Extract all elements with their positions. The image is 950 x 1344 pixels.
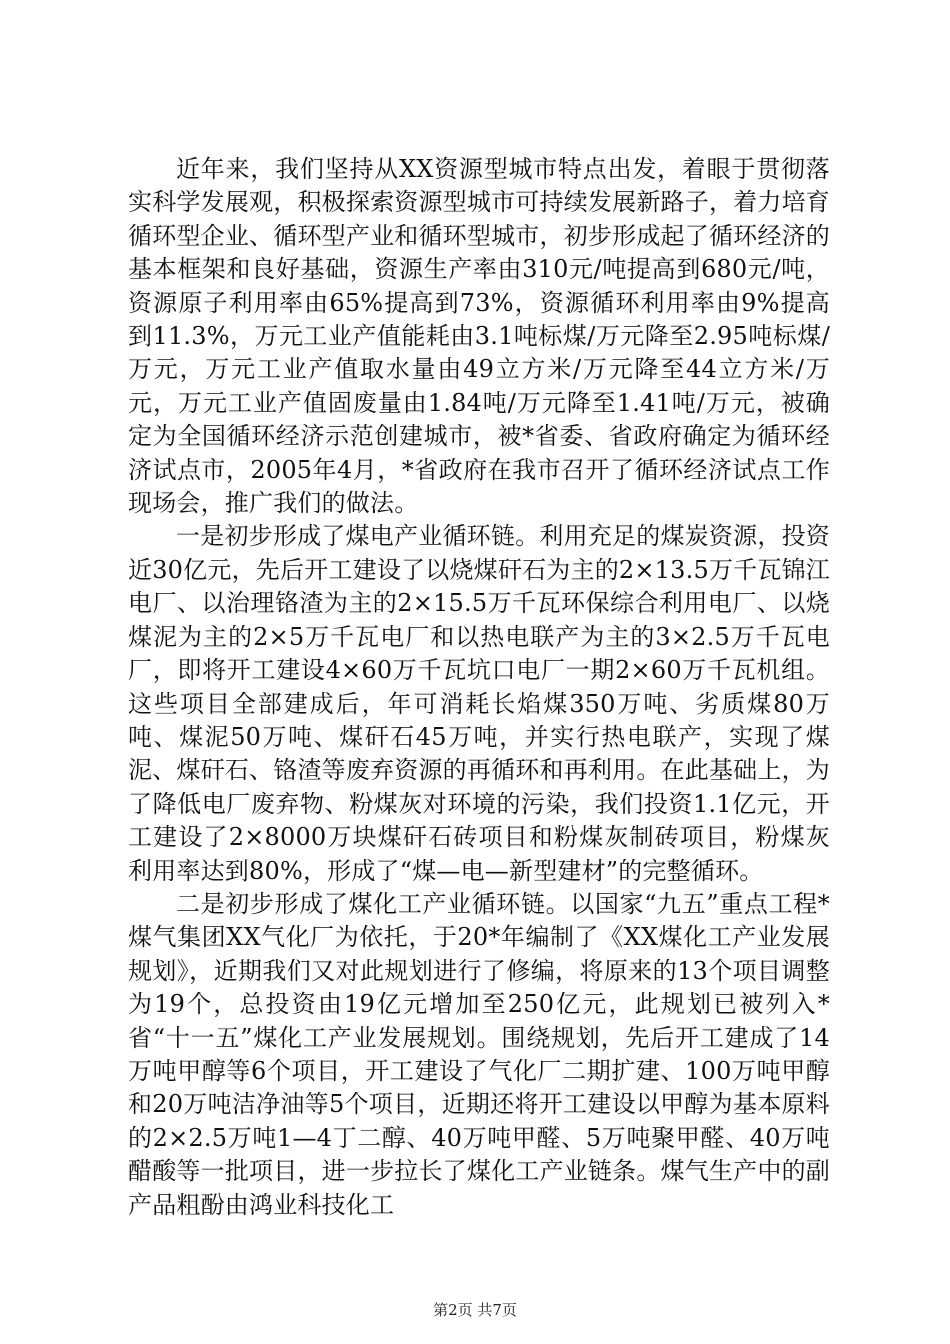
paragraph-coal-chemical-chain: 二是初步形成了煤化工产业循环链。以国家“九五”重点工程*煤气集团XX气化厂为依托，于20*年编制了《XX煤化工产业发展规划》，近期我们又对此规划进行了修编，将原来的13个项目调整为19个，总投资由19亿元增加至250亿元，此规划已被列入*省“十一五”煤化工产业发展规划。围绕规划，先后开工建成了14万吨甲醇等6个项目，开工建设了气化厂二期扩建、100万吨甲醇和20万吨洁净油等5个项目，近期还将开工建设以甲醇为基本原料的2×2.5万吨1—4丁二醇、40万吨甲醛、5万吨聚甲醛、40万吨醋酸等一批项目，进一步拉长了煤化工产业链条。煤气生产中的副产品粗酚由鸿业科技化工 xyxy=(128,889,830,1219)
paragraph-intro: 近年来，我们坚持从XX资源型城市特点出发，着眼于贯彻落实科学发展观，积极探索资源型城市可持续发展新路子，着力培育循环型企业、循环型产业和循环型城市，初步形成起了循环经济的基本框架和良好基础，资源生产率由310元/吨提高到680元/吨，资源原子利用率由65%提高到73%，资源循环利用率由9%提高到11.3%，万元工业产值能耗由3.1吨标煤/万元降至2.95吨标煤/万元，万元工业产值取水量由49立方米/万元降至44立方米/万元，万元工业产值固废量由1.84吨/万元降至1.41吨/万元，被确定为全国循环经济示范创建城市，被*省委、省政府确定为循环经济试点市，2005年4月，*省政府在我市召开了循环经济试点工作现场会，推广我们的做法。 xyxy=(128,155,830,518)
document-body xyxy=(128,153,830,1222)
paragraph-coal-power-chain: 一是初步形成了煤电产业循环链。利用充足的煤炭资源，投资近30亿元，先后开工建设了以烧煤矸石为主的2×13.5万千瓦锦江电厂、以治理铬渣为主的2×15.5万千瓦环保综合利用电厂、以烧煤泥为主的2×5万千瓦电厂和以热电联产为主的3×2.5万千瓦电厂，即将开工建设4×60万千瓦坑口电厂一期2×60万千瓦机组。这些项目全部建成后，年可消耗长焰煤350万吨、劣质煤80万吨、煤泥50万吨、煤矸石45万吨，并实行热电联产，实现了煤泥、煤矸石、铬渣等废弃资源的再循环和再利用。在此基础上，为了降低电厂废弃物、粉煤灰对环境的污染，我们投资1.1亿元，开工建设了2×8000万块煤矸石砖项目和粉煤灰制砖项目，粉煤灰利用率达到80%，形成了“煤—电—新型建材”的完整循环。 xyxy=(128,522,830,885)
page-footer: 第2页 共7页 xyxy=(433,1301,517,1319)
